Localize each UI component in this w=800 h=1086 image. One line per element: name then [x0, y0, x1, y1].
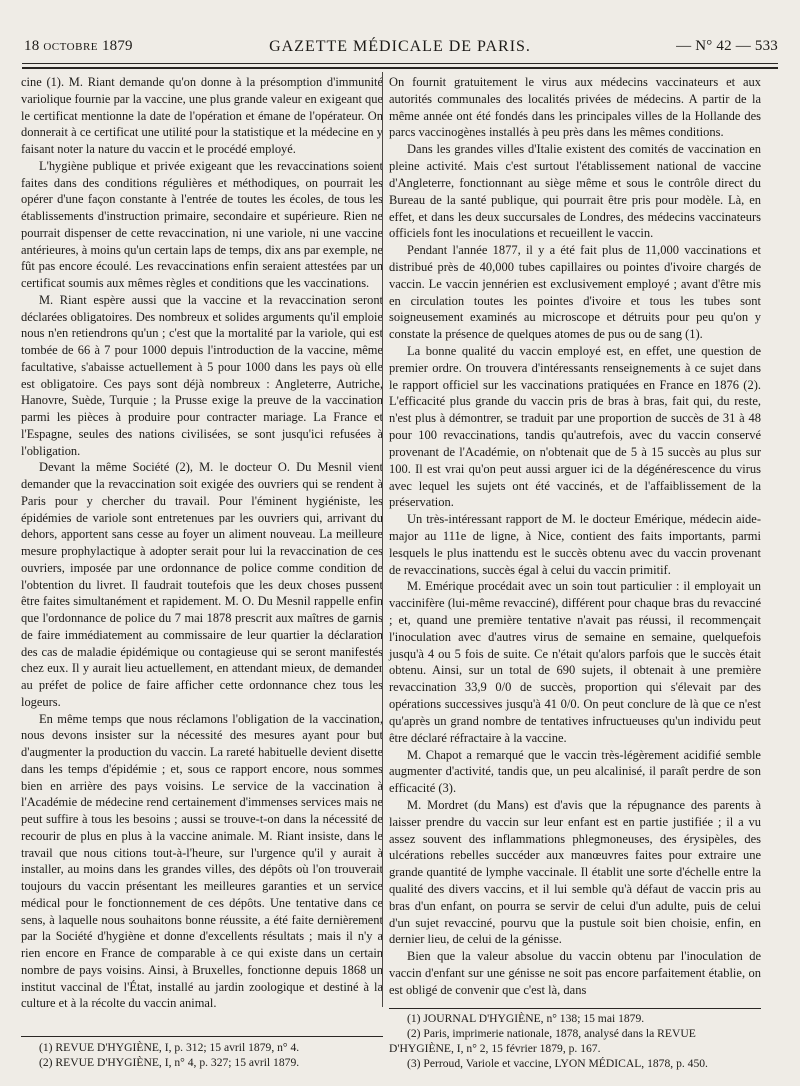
- header-rule: [22, 63, 778, 64]
- paragraph: M. Emérique procédait avec un soin tout particulier : il employait un vaccinifère (lui-même revacciné), différent pour chaque bras du revacciné ; et, quand une première tentative n'avait pas réussi, il recommençait l'inoculation avec d'autres virus de semaine en semaine, quelquefois jusqu'à 4 ou 5 fois de suite. Ce n'était qu'alors parfois que le succès était obtenu. Ainsi, sur un total de 690 sujets, il obtenait à une première revaccination 33,9 0/0 de succès, proportion qui s'élevait par des opérations successives jusqu'à 41 0/0. On peut conclure de là que ce n'est qu'après un grand nombre de tentatives infructueuses qu'un individu peut être déclaré réfractaire à la vaccine.: [389, 579, 761, 745]
- paragraph: cine (1). M. Riant demande qu'on donne à la présomption d'immunité variolique fournie par la vaccine, une plus grande valeur en exigeant que le certificat mentionne la date de l'opération et émane de l'opérateur. On donnerait à ce certificat une utilité pour la statistique et la médecine en y faisant noter la nature du vaccin et le procédé employé.: [21, 75, 383, 156]
- footnote: (1) REVUE D'HYGIÈNE, I, p. 312; 15 avril 1879, n° 4.: [39, 1041, 300, 1054]
- left-footnotes: [21, 1040, 383, 1070]
- date-day: 18: [24, 38, 40, 54]
- paragraph: Devant la même Société (2), M. le docteur O. Du Mesnil vient demander que la revaccination soit exigée des ouvriers qui se rendent à Paris pour y chercher du travail. Pour l'éminent hygiéniste, les épidémies de variole sont entretenues par les ouvriers qui, arrivant du dehors, apportent sans cesse au foyer un aliment nouveau. La meilleure mesure prophylactique à adopter serait pour lui la revaccination de ces ouvriers, imposée par une ordonnance de police comme condition de l'obtention du livret. Il faudrait toutefois que les deux choses pussent être faites simultanément et rapidement. M. O. Du Mesnil rappelle enfin que l'ordonnance de police du 7 mai 1878 prescrit aux maîtres de garnis de faire immédiatement au commissaire de leur quartier la déclaration des cas de maladie épidémique ou contagieuse qui se seront manifestés chez eux. Il y aurait lieu actuellement, en attendant mieux, de demander au préfet de police de faire afficher cette ordonnance chez tous les logeurs.: [21, 460, 383, 709]
- footnote: (2) REVUE D'HYGIÈNE, I, n° 4, p. 327; 15 avril 1879.: [39, 1056, 300, 1069]
- right-column: [389, 74, 761, 999]
- paragraph: Un très-intéressant rapport de M. le docteur Emérique, médecin aide-major au 111e de ligne, à Nice, contient des faits importants, parmi lesquels le plus inattendu est le succès obtenu avec du vaccin provenant de revaccinations, succès égal à celui du vaccin primitif.: [389, 512, 761, 577]
- footnote: (3) Perroud, Variole et vaccine, LYON MÉDICAL, 1878, p. 450.: [407, 1057, 708, 1070]
- paragraph: Pendant l'année 1877, il y a été fait plus de 11,000 vaccinations et distribué près de 40,000 tubes capillaires ou pointes d'ivoire chargés de vaccin. Le vaccin jennérien est exclusivement employé ; avant d'être mis en circulation toutes les pointes d'ivoire et tous les tubes sont soigneusement examinés au microscope et détruits pour peu qu'on y constate la présence de quelques atomes de pus ou de sang (1).: [389, 243, 761, 342]
- page-header: [22, 36, 778, 60]
- paragraph: Dans les grandes villes d'Italie existent des comités de vaccination en pleine activité. Mais c'est surtout l'établissement national de vaccine d'Angleterre, fonctionnant au siège même et sous le contrôle direct du Bureau de la santé publique, qui pourrait être pris pour modèle. Là, en effet, et dans les deux succursales de Londres, des médecins vaccinateurs officiels font les inoculations et recueillent le vaccin.: [389, 142, 761, 241]
- footnote-rule-right: [389, 1008, 761, 1009]
- date-month: OCTOBRE: [43, 41, 98, 53]
- paragraph: M. Riant espère aussi que la vaccine et la revaccination seront déclarées obligatoires. Des nombreux et solides arguments qu'il emploie nous n'en retiendrons qu'un ; c'est que la mortalité par la variole, qui est tombée de 66 à 7 pour 1000 depuis l'introduction de la vaccine, même facultative, s'abaisse actuellement à 5 pour 1000 dans les pays où elle est obligatoire. Ces pays sont déjà nombreux : Angleterre, Autriche, Hanovre, Suède, Turquie ; la Prusse exige la preuve de la vaccination parmi les pièces à produire pour contracter mariage. La France et l'Espagne, seules des nations civilisées, se sont jusqu'ici refusées à l'obligation.: [21, 292, 383, 458]
- paragraph: En même temps que nous réclamons l'obligation de la vaccination, nous devons insister sur la nécessité des mesures ayant pour but d'augmenter la production du vaccin. La rareté habituelle devient disette dans les temps d'épidémie ; et, sous ce rapport encore, nous sommes bien en arrière des pays voisins. Le service de la vaccination à l'Académie de médecine rend certainement d'immenses services mais ne peut suffire à tous les besoins ; aussi se trouve-t-on dans la nécessité de recourir de plus en plus à la vaccine animale. M. Riant insiste, dans le travail que nous citions tout-à-l'heure, sur l'urgence qu'il y aurait à installer, au moins dans les grandes villes, des dépôts où l'on trouverait toujours du vaccin présentant les meilleures garanties et un service médical pour le fonctionnement de ces dépôts. Une tentative dans ce sens, à laquelle nous souhaitons bonne réussite, a été faite dernièrement par la Société d'hygiène et donne d'excellents résultats ; mais il n'y a rien encore en France de comparable à ce qui existe dans un certain nombre de pays voisins. Ainsi, à Bruxelles, fonctionne depuis 1868 un institut vaccinal de l'État, installé au jardin zoologique et destiné à la culture et à la récolte du vaccin animal.: [21, 711, 383, 1011]
- paragraph: Bien que la valeur absolue du vaccin obtenu par l'inoculation de vaccin d'enfant sur une génisse ne soit pas encore parfaitement établie, on est obligé de convenir que c'est là, dans: [389, 949, 761, 997]
- journal-title: GAZETTE MÉDICALE DE PARIS.: [269, 38, 531, 55]
- footnote-rule-left: [21, 1036, 383, 1037]
- footnote: (2) Paris, imprimerie nationale, 1878, analysé dans la REVUE D'HYGIÈNE, I, n° 2, 15 février 1879, p. 167.: [389, 1027, 696, 1055]
- header-rule-thick: [22, 67, 778, 69]
- right-footnotes: [389, 1011, 761, 1071]
- paragraph: L'hygiène publique et privée exigeant que les revaccinations soient faites dans des conditions régulières et méthodiques, on pourrait les opérer d'une façon constante à l'entrée de toutes les écoles, de tous les établissements d'instruction primaire, secondaire et supérieure. Rien ne pourrait dispenser de cette revaccination, ni une variole, ni une vaccine antérieures, à moins qu'un certain laps de temps, dix ans par exemple, ne fût pas encore écoulé. Les revaccinations enfin seraient attestées par un certificat soumis aux mêmes règles et conditions que les vaccinations.: [21, 158, 383, 290]
- paragraph: On fournit gratuitement le virus aux médecins vaccinateurs et aux autorités communales des localités privées de médecins. A partir de la même année ont été fondés dans les principales villes de la Hollande des parcs vaccinogènes installés à peu près dans les mêmes conditions.: [389, 75, 761, 140]
- footnote: (1) JOURNAL D'HYGIÈNE, n° 138; 15 mai 1879.: [407, 1012, 645, 1025]
- column-divider: [382, 72, 383, 1007]
- left-column: [21, 74, 383, 1012]
- issue-page-number: — N° 42 — 533: [676, 38, 778, 54]
- paragraph: M. Mordret (du Mans) est d'avis que la répugnance des parents à laisser prendre du vaccin sur leur enfant est en partie justifiée ; il a vu assez souvent des inflammations phlegmoneuses, des érysipèles, des ulcérations rebelles succéder aux manœuvres faites pour extraire une grande quantité de lymphe vaccinale. Il établit une sorte d'échelle entre la qualité des divers vaccins, et il lui semble qu'à défaut de vaccin pris au bras d'un enfant, on pourra se servir de celui d'un adulte, puis de celui d'un sujet revacciné, pourvu que la pustule soit bien choisie, enfin, en dernier lieu, de celui de la génisse.: [389, 797, 761, 947]
- paragraph: M. Chapot a remarqué que le vaccin très-légèrement acidifié semble augmenter d'activité, tandis que, un peu alcalinisé, il paraît perdre de son efficacité (3).: [389, 747, 761, 796]
- date-year: 1879: [101, 38, 133, 54]
- paragraph: La bonne qualité du vaccin employé est, en effet, une question de premier ordre. On trouvera d'intéressants renseignements à ce sujet dans le rapport officiel sur les vaccinations pratiquées en France en 1876 (2). L'efficacité plus grande du vaccin pris de bras à bras, fait qui, du reste, n'est plus à démontrer, se traduit par une proportion de succès de 31 à 48 pour 100 revaccinations, tandis qu'autrefois, avec du vaccin conservé provenant de l'Académie, on n'obtenait que de 5 à 15 succès au plus sur 100. Il est vrai qu'on peut aussi arguer ici de la dégénérescence du virus avec lequel les sujets ont été vaccinés, et de l'affaiblissement de la préservation.: [389, 344, 761, 510]
